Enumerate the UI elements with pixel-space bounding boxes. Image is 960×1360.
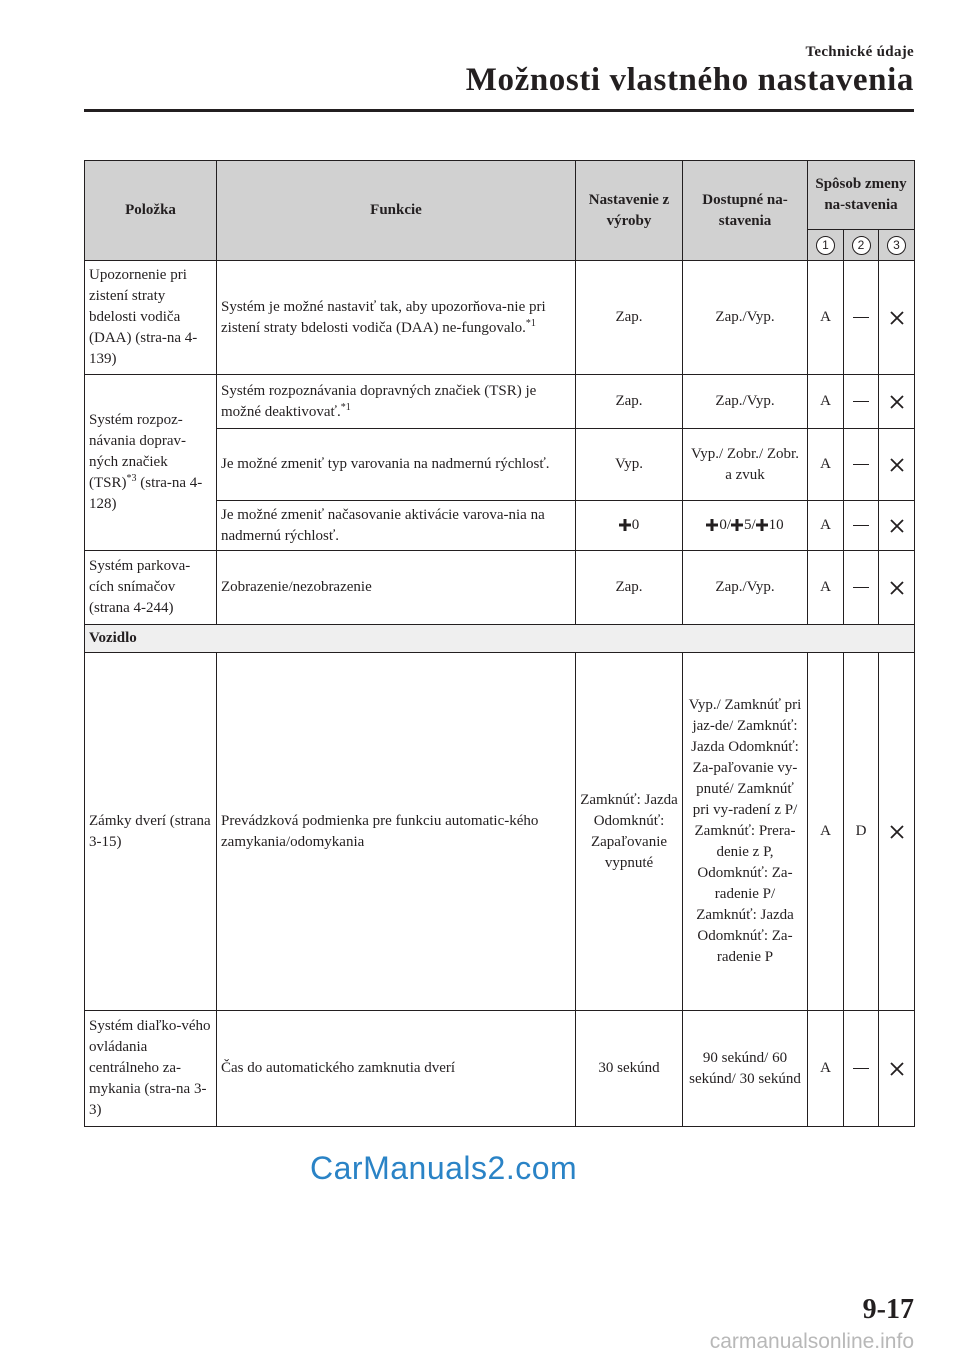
row-method-3 (879, 261, 915, 375)
row-item: Systém parkova-cích snímačov (strana 4-244) (85, 551, 217, 625)
row-method-1: A (808, 429, 844, 501)
circled-one-icon: 1 (816, 236, 835, 255)
dash-icon (853, 464, 869, 466)
row-factory: 0 (576, 501, 683, 551)
row-factory: Zap. (576, 375, 683, 429)
row-function: Zobrazenie/nezobrazenie (217, 551, 576, 625)
row-method-3 (879, 375, 915, 429)
circled-two-icon: 2 (852, 236, 871, 255)
row-method-3 (879, 551, 915, 625)
col-header-function: Funkcie (217, 161, 576, 261)
row-available: Zap./Vyp. (683, 551, 808, 625)
row-item: Systém diaľko-vého ovládania centrálneho za-mykania (stra-na 3-3) (85, 1011, 217, 1127)
table-row (85, 1011, 915, 1127)
table-row (85, 375, 915, 429)
plus-icon (706, 519, 718, 531)
row-function: Prevádzková podmienka pre funkciu automatic-kého zamykania/odomykania (217, 653, 576, 1011)
dash-icon (853, 1068, 869, 1070)
row-available: Zap./Vyp. (683, 261, 808, 375)
row-method-2 (844, 1011, 879, 1127)
row-method-1: A (808, 1011, 844, 1127)
dash-icon (853, 587, 869, 589)
page-number: 9-17 (862, 1294, 914, 1325)
row-function: Systém je možné nastaviť tak, aby upozorňova-nie pri zistení straty bdelosti vodiča (DAA) ne-fungovalo.$^{*1}$ (217, 261, 576, 375)
row-method-3 (879, 1011, 915, 1127)
row-method-2 (844, 261, 879, 375)
plus-icon (756, 519, 768, 531)
dash-icon (853, 317, 869, 319)
table-header-row (85, 161, 915, 230)
col-header-item: Položka (85, 161, 217, 261)
cross-icon (889, 518, 905, 534)
row-method-2: D (844, 653, 879, 1011)
row-available: 90 sekúnd/ 60 sekúnd/ 30 sekúnd (683, 1011, 808, 1127)
table-row (85, 261, 915, 375)
dash-icon (853, 401, 869, 403)
section-header: Technické údaje (805, 44, 914, 60)
row-method-2 (844, 501, 879, 551)
watermark-carmanualsonline[interactable]: carmanualsonline.info (709, 1330, 914, 1353)
section-row (85, 625, 915, 653)
row-factory: 30 sekúnd (576, 1011, 683, 1127)
cross-icon (889, 580, 905, 596)
row-available: 0/ 5/ 10 (683, 501, 808, 551)
row-function: Je možné zmeniť načasovanie aktivácie varova-nia na nadmernú rýchlosť. (217, 501, 576, 551)
row-item: Upozornenie pri zistení straty bdelosti vodiča (DAA) (stra-na 4-139) (85, 261, 217, 375)
dash-icon (853, 525, 869, 527)
section-label: Vozidlo (85, 625, 915, 653)
settings-table (84, 160, 915, 1127)
cross-icon (889, 457, 905, 473)
row-factory: Zap. (576, 551, 683, 625)
row-method-1: A (808, 501, 844, 551)
table-row (85, 551, 915, 625)
col-header-factory: Nastavenie z výroby (576, 161, 683, 261)
row-method-1: A (808, 653, 844, 1011)
row-method-2 (844, 551, 879, 625)
row-function: Je možné zmeniť typ varovania na nadmernú rýchlosť. (217, 429, 576, 501)
row-item: Zámky dverí (strana 3-15) (85, 653, 217, 1011)
row-method-2 (844, 429, 879, 501)
cross-icon (889, 824, 905, 840)
circled-three-icon: 3 (887, 236, 906, 255)
plus-icon (731, 519, 743, 531)
col-header-available: Dostupné na-stavenia (683, 161, 808, 261)
row-item: Systém rozpoz-návania doprav-ných značiek (TSR)$^{*3}$ (stra-na 4-128) (85, 375, 217, 551)
cross-icon (889, 310, 905, 326)
cross-icon (889, 1061, 905, 1077)
row-available: Vyp./ Zamknúť pri jaz-de/ Zamknúť: Jazda Odomknúť: Za-paľovanie vy-pnuté/ Zamknúť pri vy-radení z P/ Zamknúť: Prera-denie z P, Odomknúť: Za-radenie P/ Zamknúť: Jazda Odomknúť: Za-radenie P (683, 653, 808, 1011)
row-method-1: A (808, 375, 844, 429)
row-method-3 (879, 429, 915, 501)
row-function: Systém rozpoznávania dopravných značiek (TSR) je možné deaktivovať.$^{*1}$ (217, 375, 576, 429)
row-method-1: A (808, 261, 844, 375)
row-method-1: A (808, 551, 844, 625)
row-method-3 (879, 501, 915, 551)
row-available: Vyp./ Zobr./ Zobr. a zvuk (683, 429, 808, 501)
plus-icon (619, 519, 631, 531)
row-factory: Vyp. (576, 429, 683, 501)
row-factory: Zamknúť: Jazda Odomknúť: Zapaľovanie vypnuté (576, 653, 683, 1011)
page-title: Možnosti vlastného nastavenia (465, 62, 914, 98)
header-rule (84, 109, 914, 112)
row-method-3 (879, 653, 915, 1011)
row-factory: Zap. (576, 261, 683, 375)
row-function: Čas do automatického zamknutia dverí (217, 1011, 576, 1127)
row-method-2 (844, 375, 879, 429)
watermark-carmanuals2[interactable]: CarManuals2.com (310, 1150, 578, 1186)
col-header-method: Spôsob zmeny na-stavenia (808, 161, 915, 230)
cross-icon (889, 394, 905, 410)
table-row (85, 653, 915, 1011)
row-available: Zap./Vyp. (683, 375, 808, 429)
